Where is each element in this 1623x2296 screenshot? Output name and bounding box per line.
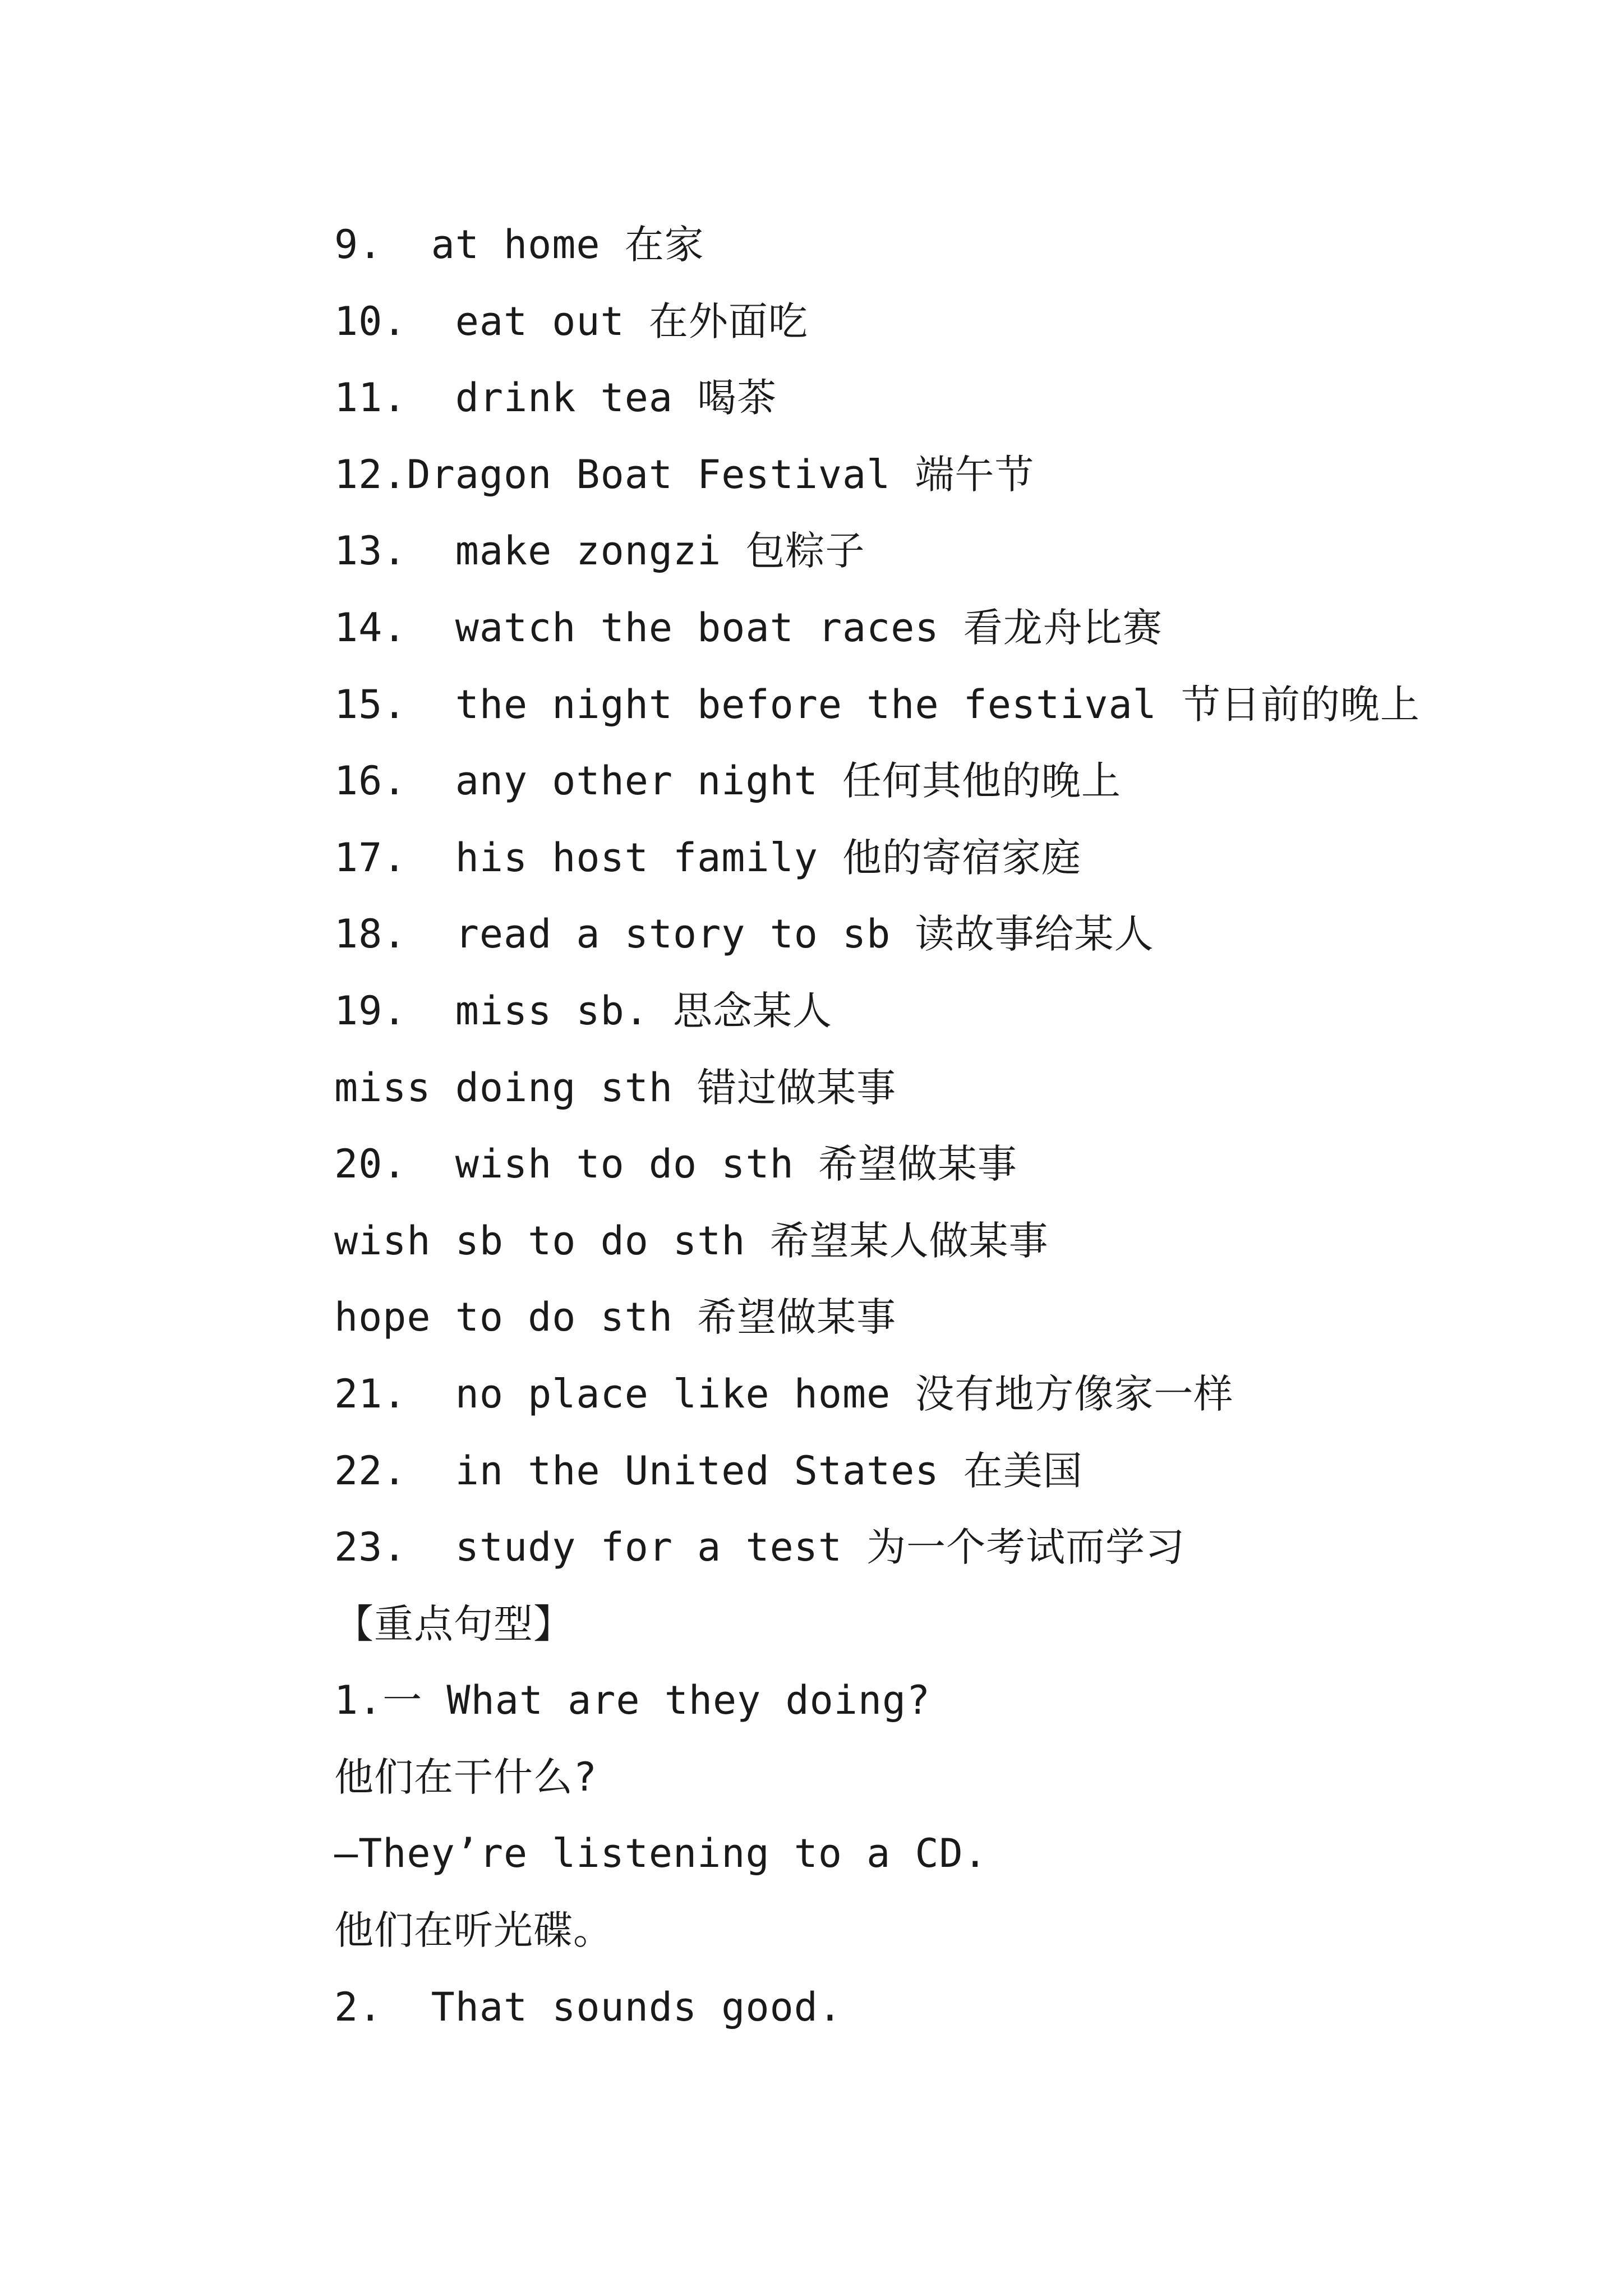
list-item: hope to do sth 希望做某事 <box>334 1294 897 1341</box>
sentence-line: 他们在干什么? <box>334 1754 598 1800</box>
list-item: 11. drink tea 喝茶 <box>334 375 777 421</box>
list-item: 21. no place like home 没有地方像家一样 <box>334 1370 1234 1417</box>
list-item: 20. wish to do sth 希望做某事 <box>334 1141 1017 1188</box>
list-item: wish sb to do sth 希望某人做某事 <box>334 1217 1049 1264</box>
sentence-line: 1.一 What are they doing? <box>334 1677 931 1724</box>
list-item: 9. at home 在家 <box>334 222 704 268</box>
sentence-line: —They’re listening to a CD. <box>334 1830 988 1877</box>
list-item: 23. study for a test 为一个考试而学习 <box>334 1524 1186 1571</box>
list-item: 18. read a story to sb 读故事给某人 <box>334 911 1154 958</box>
vocabulary-list <box>334 206 1512 2045</box>
list-item: 19. miss sb. 思念某人 <box>334 987 833 1034</box>
list-item: 17. his host family 他的寄宿家庭 <box>334 834 1082 881</box>
list-item: 13. make zongzi 包粽子 <box>334 528 865 574</box>
list-item: 12.Dragon Boat Festival 端午节 <box>334 451 1035 498</box>
list-item: 15. the night before the festival 节日前的晚上 <box>334 681 1421 728</box>
list-item: 14. watch the boat races 看龙舟比赛 <box>334 604 1163 651</box>
section-heading: 【重点句型】 <box>334 1600 573 1647</box>
list-item: 22. in the United States 在美国 <box>334 1447 1083 1494</box>
list-item: 16. any other night 任何其他的晚上 <box>334 758 1122 804</box>
sentence-line: 2. That sounds good. <box>334 1984 843 2030</box>
list-item: miss doing sth 错过做某事 <box>334 1064 897 1111</box>
sentence-line: 他们在听光碟。 <box>334 1907 613 1954</box>
list-item: 10. eat out 在外面吃 <box>334 298 808 344</box>
